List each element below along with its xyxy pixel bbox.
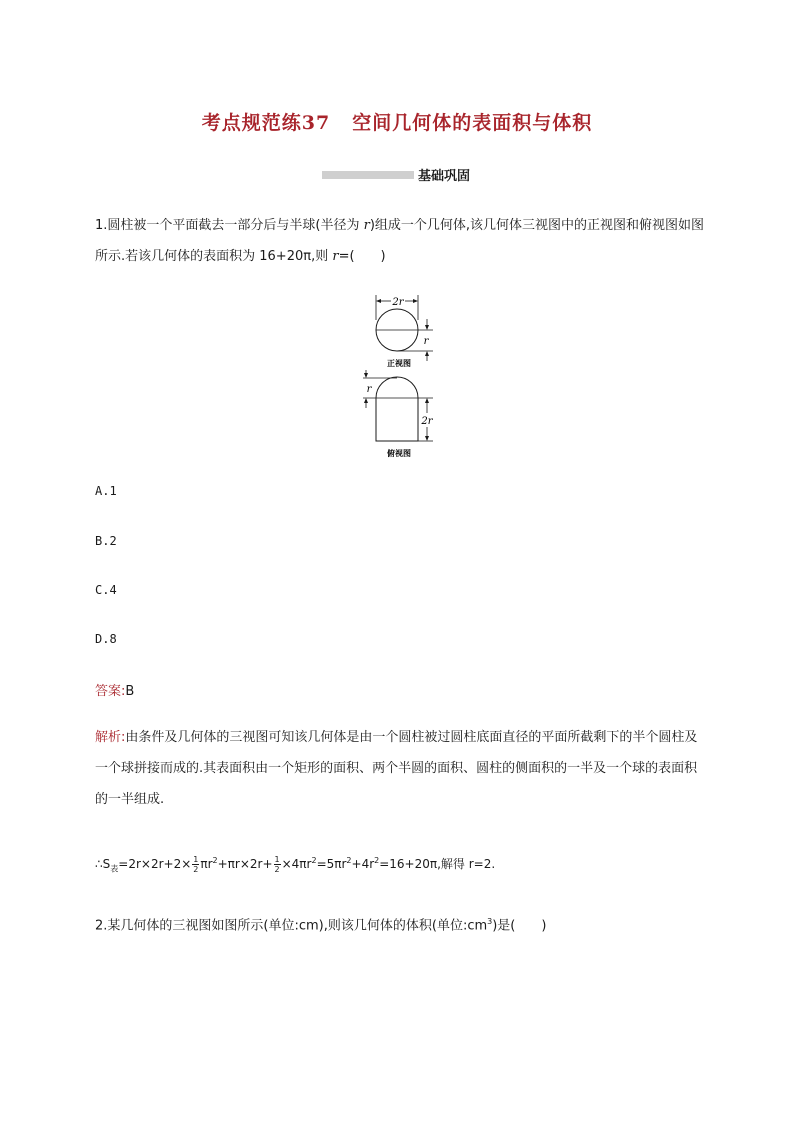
top-dim-left: r (366, 384, 372, 395)
answer-label: 答案: (95, 684, 126, 699)
option-d: D.8 (95, 632, 117, 646)
formula-sup-4: 2 (374, 856, 380, 865)
frac2-den: 2 (274, 865, 280, 874)
top-caption: 俯视图 (387, 448, 411, 458)
formula-sup-3: 2 (346, 856, 352, 865)
top-dim-right: 2r (421, 416, 433, 427)
question-1 (95, 210, 705, 272)
q2-text-b: )是( ) (492, 918, 547, 934)
option-c: C.4 (95, 583, 117, 597)
frac1-den: 2 (193, 865, 199, 874)
formula-sup-2: 2 (311, 856, 317, 865)
section-bar (322, 171, 414, 179)
analysis-text: 由条件及几何体的三视图可知该几何体是由一个圆柱被过圆柱底面直径的平面所截剩下的半个圆柱及一个球拼接而成的.其表面积由一个矩形的面积、两个半圆的面积、圆柱的侧面积的一半及一个球的表面积的一半组成. (95, 730, 698, 807)
section-label: 基础巩固 (418, 169, 471, 184)
front-dim-top: 2r (392, 297, 404, 308)
front-caption: 正视图 (387, 358, 411, 368)
frac2-num: 1 (274, 855, 280, 864)
formula-prefix: ∴S (95, 857, 111, 871)
formula-p1: =2r×2r+2× (118, 857, 192, 871)
formula-sub: 表 (110, 864, 119, 874)
fraction-half-2 (274, 855, 281, 874)
formula-sup-1: 2 (212, 856, 218, 865)
three-view-figure (357, 292, 439, 460)
formula-p2: πr (200, 857, 213, 871)
formula-p3: +πr×2r+ (217, 857, 273, 871)
q2-sup: 3 (487, 917, 493, 926)
formula-p7: =16+20π,解得 r=2. (379, 857, 496, 871)
page-title (0, 108, 794, 135)
q1-var-r: r (363, 218, 370, 233)
formula-p4: ×4πr (281, 857, 312, 871)
formula-p5: =5πr (316, 857, 347, 871)
frac1-num: 1 (193, 855, 199, 864)
q2-text-a: 2.某几何体的三视图如图所示(单位:cm),则该几何体的体积(单位:cm (95, 918, 488, 934)
analysis-label: 解析: (95, 730, 126, 745)
fraction-half-1 (192, 855, 199, 874)
option-b: B.2 (95, 534, 117, 548)
answer (95, 680, 134, 699)
title-main: 考点规范练37 (201, 112, 331, 134)
front-dim-right: r (423, 336, 429, 347)
answer-value: B (125, 684, 135, 699)
q1-var-r2: r (332, 249, 339, 264)
analysis (95, 722, 705, 815)
option-a: A.1 (95, 484, 117, 498)
q1-text-a: 1.圆柱被一个平面截去一部分后与半球(半径为 (95, 218, 364, 233)
q1-text-c: =( ) (338, 249, 386, 264)
title-sub: 空间几何体的表面积与体积 (352, 112, 593, 134)
solution-formula (95, 855, 495, 874)
formula-p6: +4r (351, 857, 375, 871)
q1-text-b: )组成一个几何体,该几何体三视图中的正视图和俯视图如图所示.若该几何体的表面积为 16+20π,则 (95, 218, 705, 264)
question-2 (95, 906, 705, 941)
